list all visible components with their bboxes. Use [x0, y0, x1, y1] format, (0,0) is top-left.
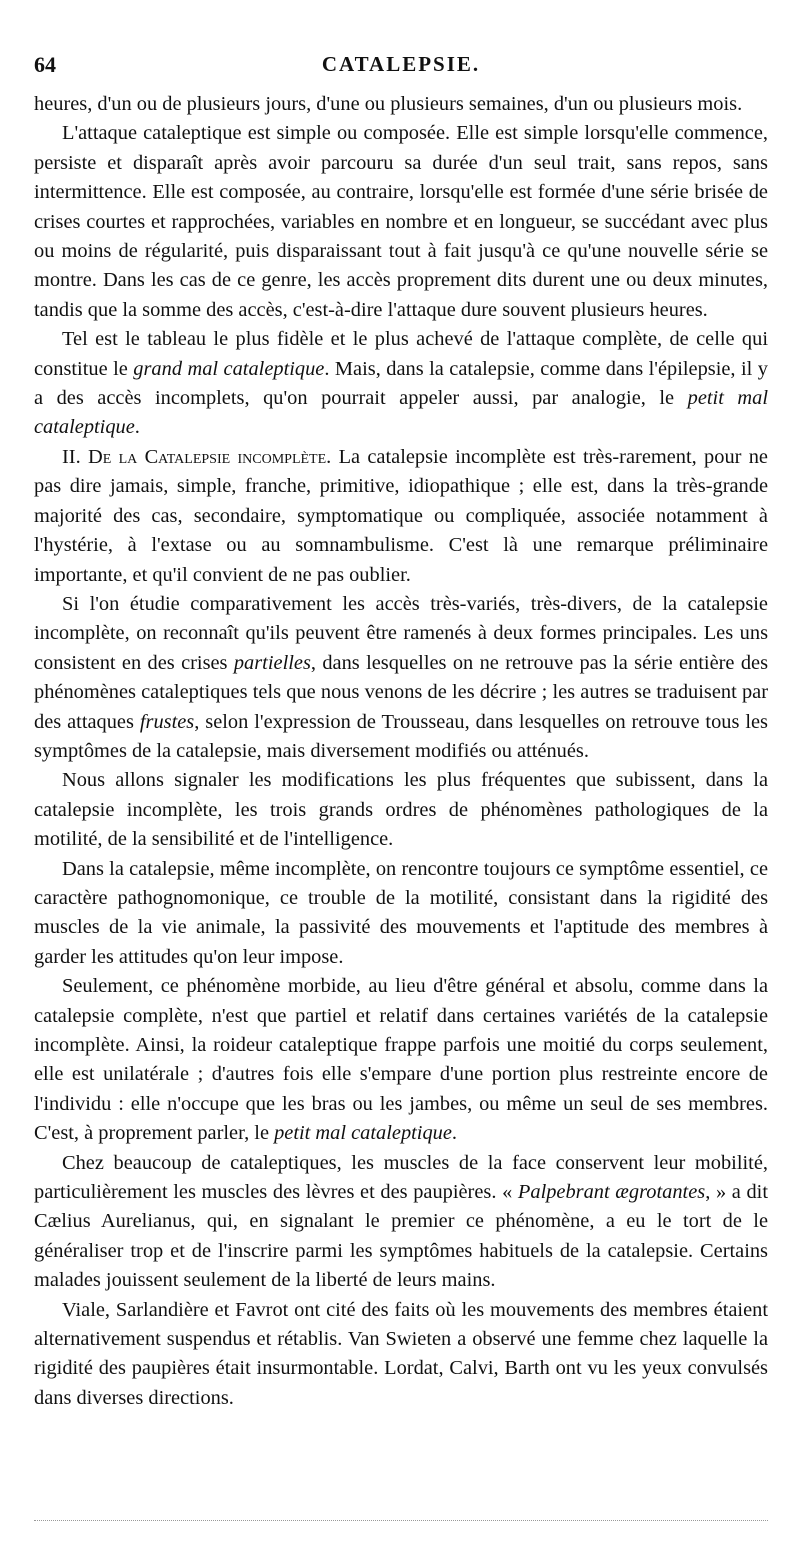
italic-term: petit mal cataleptique	[274, 1122, 452, 1145]
paragraph-text: .	[134, 416, 140, 439]
paragraph-muscles-face	[34, 1149, 768, 1296]
page-header	[34, 52, 768, 90]
paragraph-text: , » a dit Cælius Aurelianus, qui, en signalant le premier ce phénomène, a eu le tort de le généraliser trop et de l'inscrire parmi les symptômes habituels de la catalepsie. Certains malades jouissent seulement de la liberté de leurs mains.	[34, 1181, 768, 1292]
italic-term: frustes	[139, 710, 195, 733]
footer-rule	[34, 1520, 768, 1521]
paragraph-text: , selon l'expression de Trousseau, dans lesquelles on retrouve tous les symptômes de la catalepsie, mais diversement modifiés ou atténués.	[34, 710, 768, 762]
paragraph-text: .	[451, 1122, 458, 1145]
paragraph-petit-mal	[34, 972, 768, 1148]
page-number: 64	[34, 52, 56, 77]
paragraph-text: , dans lesquelles on ne retrouve pas la série entière des phénomènes cataleptiques tels que nous venons de les décrire ; les autres se traduisent par des attaques	[34, 651, 768, 733]
paragraph-formes-principales	[34, 590, 768, 766]
italic-quote: Palpebrant ægrotantes	[517, 1181, 706, 1204]
paragraph-continuation: heures, d'un ou de plusieurs jours, d'une ou plusieurs semaines, d'un ou plusieurs mois.	[34, 93, 743, 115]
paragraph-text: Tel est le tableau le plus fidèle et le plus achevé de l'attaque complète, de celle qui constitue le	[34, 328, 768, 380]
italic-term: petit mal cataleptique	[34, 387, 768, 439]
paragraph-modifications: Nous allons signaler les modifications les plus fréquentes que subissent, dans la catalepsie incomplète, les trois grands ordres de phénomènes pathologiques de la motilité, de la sensibilité et de l'intelligence.	[34, 769, 768, 851]
section-heading: De la Catalepsie incomplète.	[88, 445, 332, 468]
paragraph-text: La catalepsie incomplète est très-rarement, pour ne pas dire jamais, simple, franche, primitive, idiopathique ; elle est, dans la très-grande majorité des cas, secondaire, symptomatique ou compliquée, associée notamment à l'hystérie, à l'extase ou au somnambulisme. C'est là une remarque préliminaire importante, et qu'il convient de ne pas oublier.	[34, 445, 768, 586]
section-numeral: II.	[62, 445, 81, 468]
paragraph-text: Si l'on étudie comparativement les accès très-variés, très-divers, de la catalepsie incomplète, on reconnaît qu'ils peuvent être ramenés à deux formes principales. Les uns consistent en des crises	[34, 592, 768, 674]
paragraph-motilite: Dans la catalepsie, même incomplète, on rencontre toujours ce symptôme essentiel, ce caractère pathognomonique, ce trouble de la motilité, consistant dans la rigidité des muscles de la vie animale, la passivité des mouvements et l'aptitude des membres à garder les attitudes qu'on leur impose.	[34, 857, 768, 968]
italic-term: partielles	[233, 651, 311, 674]
book-page	[34, 52, 768, 1413]
paragraph-text: Seulement, ce phénomène morbide, au lieu d'être général et absolu, comme dans la catalepsie complète, n'est que partiel et relatif dans certaines variétés de la catalepsie incomplète. Ainsi, la roideur cataleptique frappe parfois une moitié du corps seulement, elle est unilatérale ; d'autres fois elle s'empare d'une portion plus restreinte encore de l'individu : elle n'occupe que les bras ou les jambes, ou même un seul de ses membres. C'est, à proprement parler, le	[34, 975, 768, 1145]
paragraph-text: . Mais, dans la catalepsie, comme dans l'épilepsie, il y a des accès incomplets, qu'on pourrait appeler aussi, par analogie, le	[34, 357, 768, 410]
paragraph-grand-mal	[34, 325, 768, 443]
body-text	[34, 90, 768, 1413]
paragraph-attaque-simple-composee: L'attaque cataleptique est simple ou composée. Elle est simple lorsqu'elle commence, persiste et disparaît après avoir parcouru sa durée d'un seul trait, sans repos, sans intermittence. Elle est composée, au contraire, lorsqu'elle est formée d'une série brisée de crises courtes et rapprochées, variables en nombre et en longueur, se succédant avec plus ou moins de régularité, puis disparaissant tout à fait jusqu'à ce qu'une nouvelle série se montre. Dans les cas de ce genre, les accès proprement dits durent une ou deux minutes, tandis que la somme des accès, c'est-à-dire l'attaque dure souvent plusieurs heures.	[34, 122, 768, 321]
section-catalepsie-incomplete	[34, 443, 768, 590]
paragraph-observations: Viale, Sarlandière et Favrot ont cité des faits où les mouvements des membres étaient alternativement suspendus et rétablis. Van Swieten a observé une femme chez laquelle la rigidité des paupières était insurmontable. Lordat, Calvi, Barth ont vu les yeux convulsés dans diverses directions.	[34, 1298, 768, 1409]
paragraph-text: Chez beaucoup de cataleptiques, les muscles de la face conservent leur mobilité, particulièrement les muscles des lèvres et des paupières. «	[34, 1151, 768, 1204]
italic-term: grand mal cataleptique	[133, 357, 325, 380]
running-title: CATALEPSIE.	[321, 52, 481, 76]
